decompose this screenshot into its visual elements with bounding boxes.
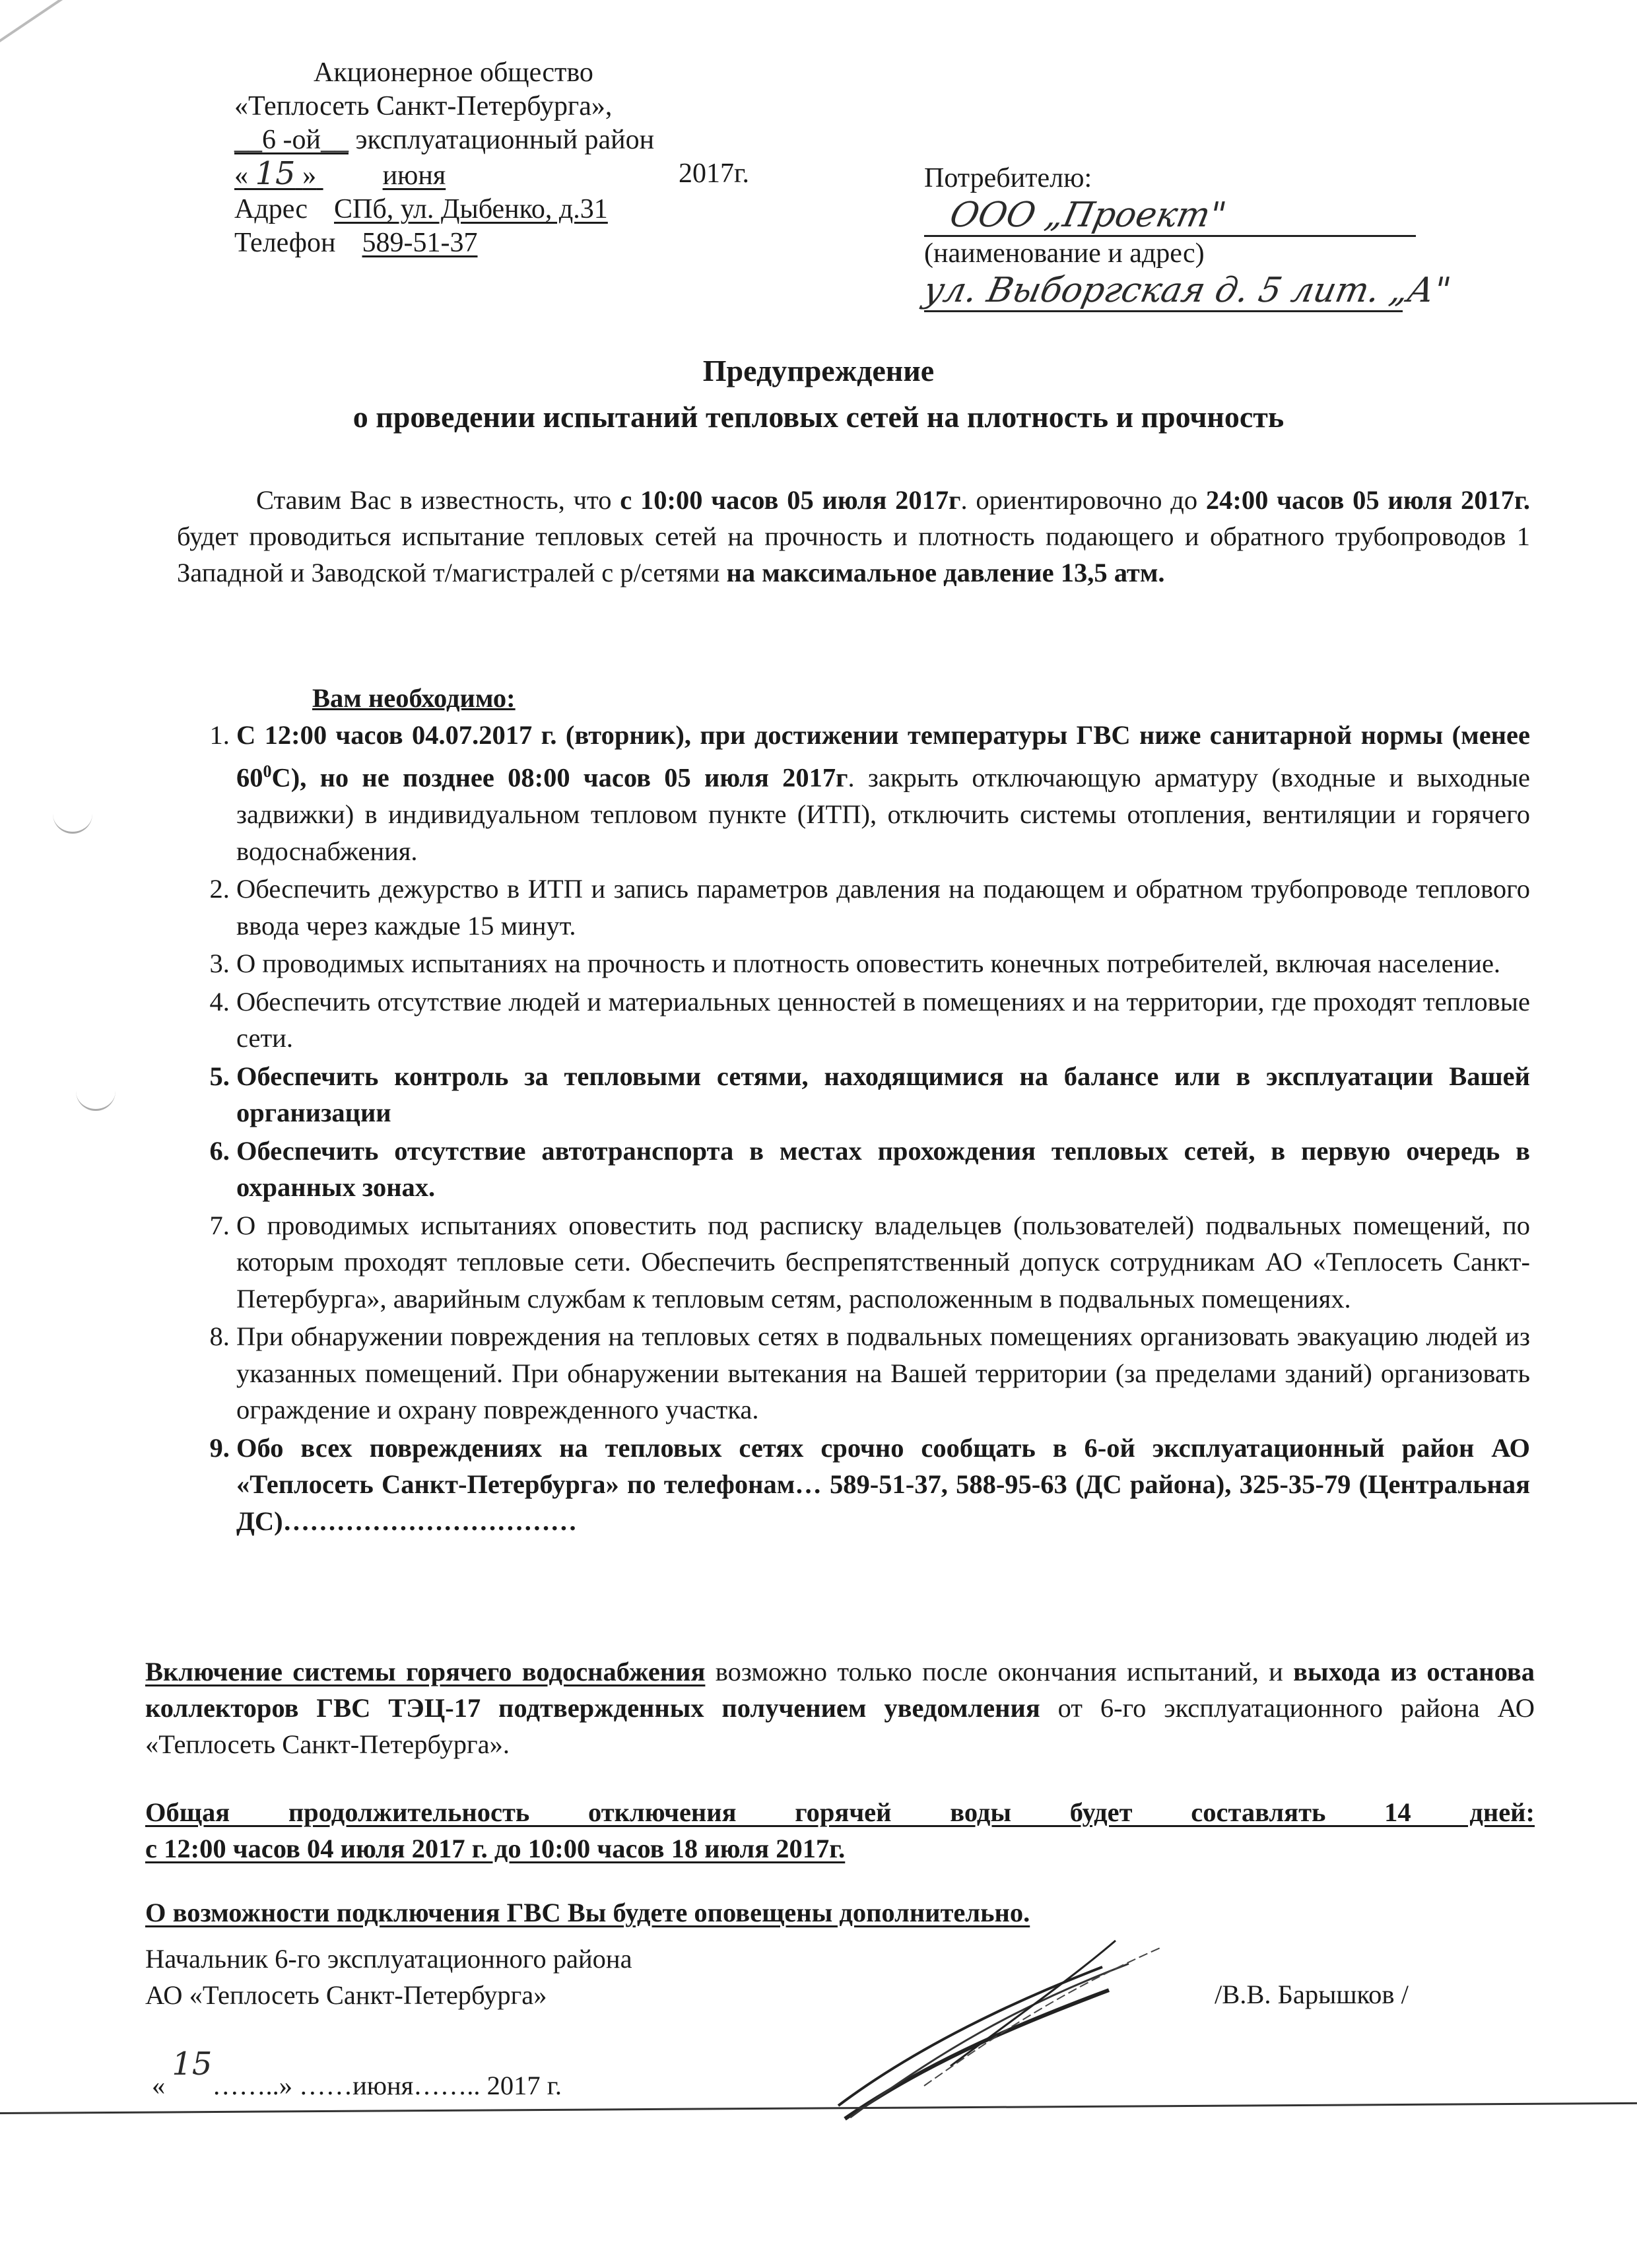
sender-district: __6 -ой__ эксплуатационный район	[234, 125, 655, 155]
list-item: 5. Обеспечить контроль за тепловыми сетями, находящимися на балансе или в эксплуатации Вашей организации	[236, 1058, 1530, 1131]
signature-scribble-icon	[818, 1927, 1188, 2125]
handwritten-day: 15	[172, 2046, 213, 2083]
list-item: 8. При обнаружении повреждения на тепловых сетях в подвальных помещениях организовать эвакуацию людей из указанных помещений. При обнаружении вытекания на Вашей территории (за пределами зданий) организовать ограждение и охрану поврежденного участка.	[236, 1318, 1530, 1428]
signatory-name: /В.В. Барышков /	[1215, 1980, 1409, 2009]
list-item: 3. О проводимых испытаниях на прочность и плотность оповестить конечных потребителей, включая население.	[236, 945, 1530, 982]
signatory-position: Начальник 6-го эксплуатационного района АО «Теплосеть Санкт-Петербурга»	[145, 1944, 632, 2010]
duration-line-1: Общая продолжительность отключения горячей воды будет составлять 14 дней:	[145, 1797, 1535, 1827]
handwritten-day: 15	[255, 155, 296, 192]
recipient-caption: (наименование и адрес)	[924, 238, 1205, 269]
sender-address: Адрес СПб, ул. Дыбенко, д.31	[234, 194, 608, 224]
handwritten-recipient-name: ООО „Проект"	[946, 195, 1230, 235]
handwritten-recipient-address: ул. Выборгская д. 5 лит. „А"	[919, 271, 1454, 310]
recipient-label: Потребителю:	[924, 163, 1092, 193]
recipient-name-line	[924, 195, 1416, 237]
list-item: 6. Обеспечить отсутствие автотранспорта в местах прохождения тепловых сетей, в первую очередь в охранных зонах.	[236, 1133, 1530, 1206]
requirements-section	[177, 680, 1530, 1541]
punch-hole-mark	[76, 1089, 116, 1111]
intro-paragraph: Ставим Вас в известность, что с 10:00 часов 05 июля 2017г. ориентировочно до 24:00 часов 05 июля 2017г. будет проводиться испытание тепловых сетей на прочность и плотность подающего и обратного трубопроводов 1 Западной и Заводской т/магистралей с р/сетями на максимальное давление 13,5 атм.	[177, 485, 1530, 587]
sender-org-name: «Теплосеть Санкт-Петербурга»,	[234, 91, 613, 121]
sender-block	[234, 56, 749, 260]
recipient-address-line	[919, 271, 1454, 312]
requirements-heading: Вам необходимо:	[312, 683, 516, 713]
activation-paragraph: Включение системы горячего водоснабжения возможно только после окончания испытаний, и выхода из останова коллекторов ГВС ТЭЦ-17 подтвержденных получением уведомления от 6-го эксплуатационного района АО «Теплосеть Санкт-Петербурга».	[145, 1657, 1535, 1759]
document-subtitle: о проведении испытаний тепловых сетей на плотность и прочность	[352, 400, 1285, 434]
recipient-block	[919, 162, 1584, 312]
signature-date: « 15……..» ……июня…….. 2017 г.	[152, 2046, 562, 2100]
list-item: 9. Обо всех повреждениях на тепловых сетях срочно сообщать в 6-ой эксплуатационный район АО «Теплосеть Санкт-Петербурга» по телефонам… 589-51-37, 588-95-63 (ДС района), 325-35-79 (Центральная ДС)……………………………	[236, 1430, 1530, 1540]
list-item: 7. О проводимых испытаниях оповестить под расписку владельцев (пользователей) подвальных помещений, по которым проходят тепловые сети. Обеспечить беспрепятственный допуск сотрудникам АО «Теплосеть Санкт-Петербурга», аварийным службам к тепловым сетям, расположенным в подвальных помещениях.	[236, 1207, 1530, 1317]
scan-artifact-line	[0, 0, 178, 55]
list-item: 4. Обеспечить отсутствие людей и материальных ценностей в помещениях и на территории, где проходят тепловые сети.	[236, 984, 1530, 1057]
sender-date: « 15 » июня 2017г.	[234, 155, 749, 192]
duration-line-2: с 12:00 часов 04 июля 2017 г. до 10:00 часов 18 июля 2017г.	[145, 1834, 846, 1863]
requirements-list	[177, 717, 1530, 1540]
list-item: 2. Обеспечить дежурство в ИТП и запись параметров давления на подающем и обратном трубопроводе теплового ввода через каждые 15 минут.	[236, 871, 1530, 944]
additional-notice: О возможности подключения ГВС Вы будете оповещены дополнительно.	[145, 1898, 1030, 1927]
sender-org-type: Акционерное общество	[314, 57, 593, 88]
punch-hole-mark	[53, 812, 92, 834]
document-title: Предупреждение	[702, 354, 935, 387]
list-item: 1. С 12:00 часов 04.07.2017 г. (вторник), при достижении температуры ГВС ниже санитарной нормы (менее $60^0С$), но не позднее 08:00 часов 05 июля 2017г. закрыть отключающую арматуру (входные и выходные задвижки) в индивидуальном тепловом пункте (ИТП), отключить системы отопления, вентиляции и горячего водоснабжения.	[236, 717, 1530, 870]
sender-phone: Телефон 589-51-37	[234, 228, 478, 258]
